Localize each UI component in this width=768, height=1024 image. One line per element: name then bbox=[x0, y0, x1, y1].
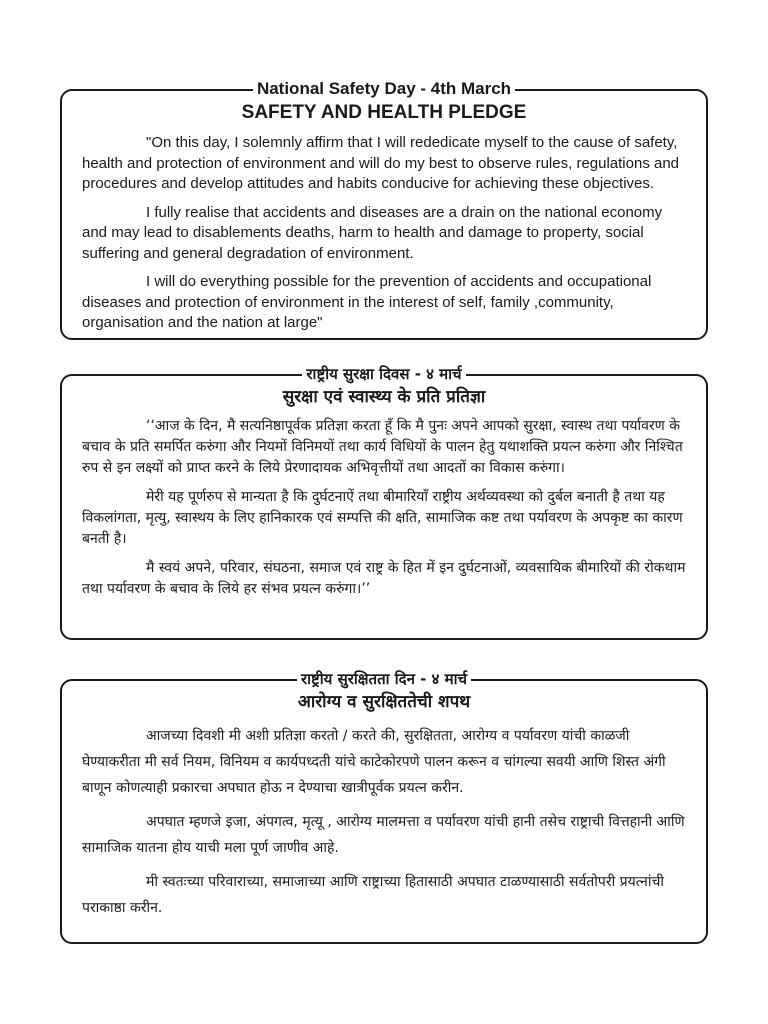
hindi-paragraph-2: मेरी यह पूर्णरुप से मान्यता है कि दुर्घटनाऐं तथा बीमारियाँ राष्ट्रीय अर्थव्यवस्था को दुर्बल बनाती है तथा यह विकलांगता, मृत्यु, स्वास्थय के लिए हानिकारक एवं सम्पत्ति की क्षति, सामाजिक कष्ट तथा पर्यावरण के अपकृष्ट का कारण बनती है। bbox=[82, 489, 683, 547]
hindi-heading: सुरक्षा एवं स्वास्थ्य के प्रति प्रतिज्ञा bbox=[282, 387, 486, 407]
english-pledge-box bbox=[60, 79, 708, 340]
english-paragraph-3: I will do everything possible for the prevention of accidents and occupational diseases and protection of environment in the interest of self, family ,community, organisation and the nation at large" bbox=[82, 273, 652, 331]
marathi-paragraph-1: आजच्या दिवशी मी अशी प्रतिज्ञा करतो / करते की, सुरक्षितता, आरोग्य व पर्यावरण यांची काळजी घेण्याकरीता मी सर्व नियम, विनियम व कार्यपध्दती यांचे काटेकोरपणे पालन करून व चांगल्या सवयी आणि शिस्त अंगी बाणून कोणत्याही प्रकारचा अपघात होऊ न देण्याचा खात्रीपूर्वक प्रयत्न करीन. bbox=[82, 728, 666, 796]
marathi-pledge-box bbox=[60, 670, 708, 944]
english-heading: SAFETY AND HEALTH PLEDGE bbox=[241, 102, 527, 123]
marathi-heading: आरोग्य व सुरक्षिततेची शपथ bbox=[297, 692, 471, 712]
hindi-legend: राष्ट्रीय सुरक्षा दिवस - ४ मार्च bbox=[302, 364, 465, 384]
english-paragraph-1: "On this day, I solemnly affirm that I will rededicate myself to the cause of safety, health and protection of environment and will do my best to observe rules, regulations and procedures and develop attitudes and habits conducive for achieving these objectives. bbox=[82, 134, 680, 192]
english-legend: National Safety Day - 4th March bbox=[253, 79, 515, 99]
marathi-paragraph-2: अपघात म्हणजे इजा, अंपगत्व, मृत्यू , आरोग्य मालमत्ता व पर्यावरण यांची हानी तसेच राष्ट्राची वित्तहानी आणि सामाजिक यातना होय याची मला पूर्ण जाणीव आहे. bbox=[82, 814, 685, 856]
hindi-paragraph-1: ‘‘आज के दिन, मै सत्यनिष्ठापूर्वक प्रतिज्ञा करता हूँ कि मै पुनः अपने आपको सुरक्षा, स्वास्थ तथा पर्यावरण के बचाव के प्रति समर्पित करुंगा और नियमों विनिमयों तथा कार्य विधियों के पालन हेतु यथाशक्ति प्रयत्न करुंगा और निश्चित रुप से इन लक्ष्यों को प्राप्त करने के लिये प्रेरणादायक अभिवृत्तीयों तथा आदतों का विकास करुंगा। bbox=[82, 418, 683, 476]
english-paragraph-2: I fully realise that accidents and diseases are a drain on the national economy and may lead to disablements deaths, harm to health and damage to property, social suffering and general degradation of environment. bbox=[82, 203, 663, 262]
marathi-legend: राष्ट्रीय सुरक्षितता दिन - ४ मार्च bbox=[297, 669, 471, 689]
hindi-pledge-box bbox=[60, 365, 708, 640]
marathi-paragraph-3: मी स्वतःच्या परिवाराच्या, समाजाच्या आणि राष्ट्राच्या हितासाठी अपघात टाळण्यासाठी सर्वतोपरी प्रयत्नांची पराकाष्ठा करीन. bbox=[82, 874, 664, 916]
hindi-paragraph-3: मै स्वयं अपने, परिवार, संघठना, समाज एवं राष्ट्र के हित में इन दुर्घटनाओं, व्यवसायिक बीमारियों की रोकथाम तथा पर्यावरण के बचाव के लिये हर संभव प्रयत्न करुंगा।’’ bbox=[82, 560, 686, 597]
